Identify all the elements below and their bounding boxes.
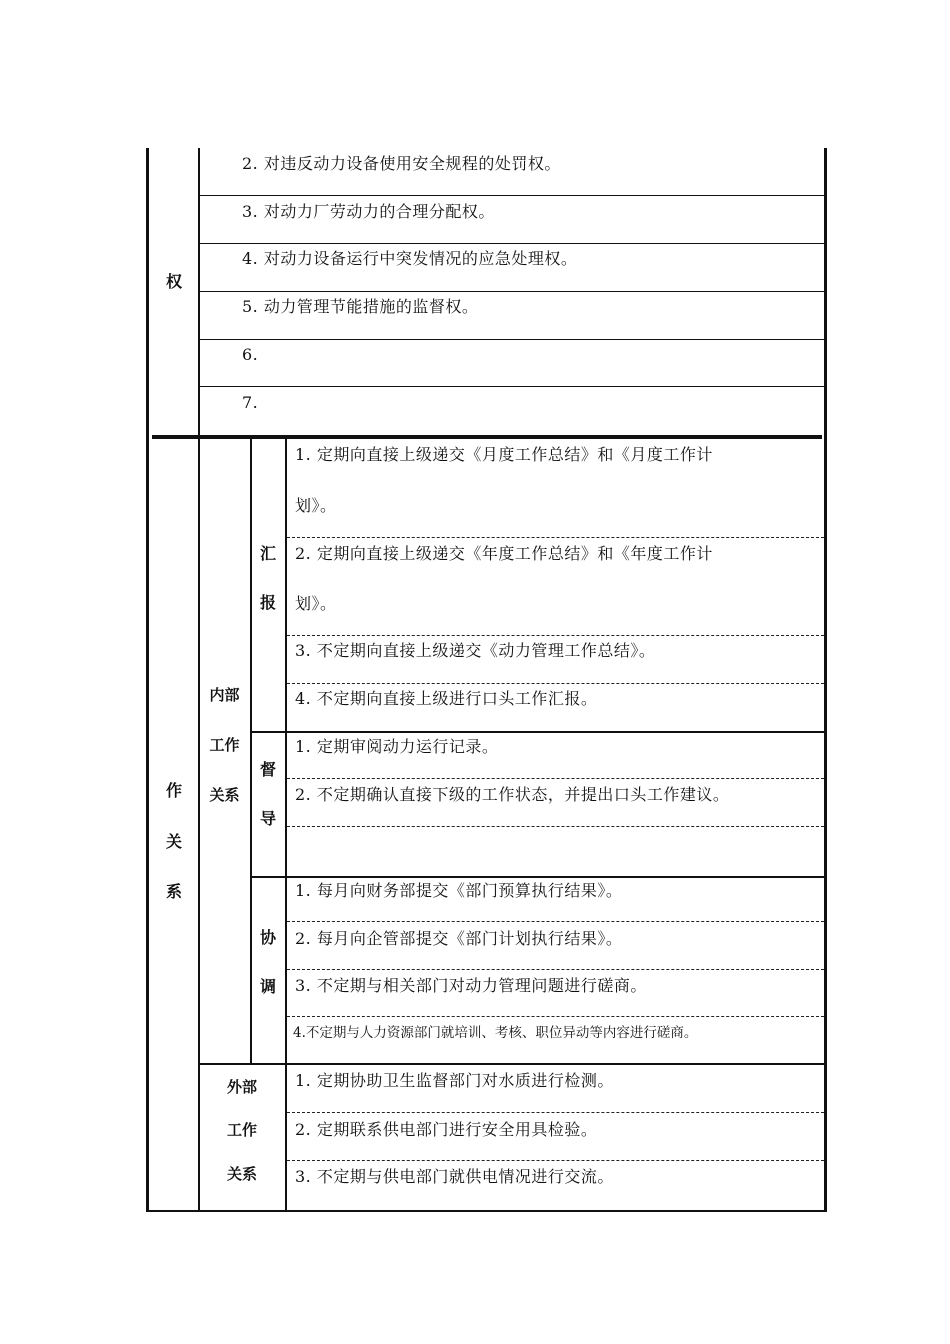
rights-item: 5. 动力管理节能措施的监督权。 — [242, 297, 479, 316]
external-item: 3. 不定期与供电部门就供电情况进行交流。 — [295, 1167, 614, 1186]
dashed-divider — [287, 683, 824, 684]
coordinate-label-char: 协 — [259, 928, 276, 947]
report-label-char: 报 — [259, 593, 276, 612]
report-item: 3. 不定期向直接上级递交《动力管理工作总结》。 — [295, 641, 656, 660]
table-border-left — [146, 148, 149, 1212]
report-label-char: 汇 — [259, 544, 276, 563]
report-item: 划》。 — [295, 496, 337, 515]
block-separator — [251, 731, 825, 733]
table-border-right — [824, 148, 827, 1212]
internal-label-line: 工作 — [209, 736, 240, 754]
dashed-divider — [287, 1112, 824, 1113]
dashed-divider — [287, 826, 824, 827]
block-separator — [251, 876, 825, 878]
rights-label: 权 — [165, 272, 182, 291]
relations-label-char: 作 — [165, 781, 182, 800]
coordinate-item: 3. 不定期与相关部门对动力管理问题进行磋商。 — [295, 976, 647, 995]
report-item: 划》。 — [295, 594, 337, 613]
coordinate-item: 2. 每月向企管部提交《部门计划执行结果》。 — [295, 929, 623, 948]
external-label-line: 关系 — [226, 1165, 257, 1183]
supervise-label-char: 督 — [259, 760, 276, 779]
rights-item: 4. 对动力设备运行中突发情况的应急处理权。 — [242, 249, 578, 268]
external-label-line: 工作 — [226, 1121, 257, 1139]
rights-item: 6. — [242, 345, 259, 364]
dashed-divider — [287, 1016, 824, 1017]
table-border-bottom — [149, 1210, 825, 1212]
relations-label-char: 关 — [165, 832, 182, 851]
internal-label-line: 关系 — [209, 786, 240, 804]
dashed-divider — [287, 635, 824, 636]
rights-row-line — [199, 195, 825, 196]
coordinate-item: 4.不定期与人力资源部门就培训、考核、职位异动等内容进行磋商。 — [293, 1025, 698, 1041]
report-item: 2. 定期向直接上级递交《年度工作总结》和《年度工作计 — [295, 544, 713, 563]
relations-label-char: 系 — [165, 882, 182, 901]
rights-item: 7. — [242, 393, 259, 412]
rights-item: 3. 对动力厂劳动力的合理分配权。 — [242, 202, 495, 221]
content-divider — [285, 439, 287, 1210]
internal-external-separator — [199, 1063, 825, 1065]
external-item: 1. 定期协助卫生监督部门对水质进行检测。 — [295, 1071, 614, 1090]
external-item: 2. 定期联系供电部门进行安全用具检验。 — [295, 1120, 598, 1139]
table-divider-label — [198, 148, 200, 1212]
rights-item: 2. 对违反动力设备使用安全规程的处罚权。 — [242, 154, 561, 173]
dashed-divider — [287, 1160, 824, 1161]
report-item: 1. 定期向直接上级递交《月度工作总结》和《月度工作计 — [295, 445, 713, 464]
section-separator — [152, 435, 822, 439]
internal-sub-divider — [250, 439, 252, 1064]
dashed-divider — [287, 537, 824, 538]
supervise-label-char: 导 — [259, 809, 276, 828]
rights-row-line — [199, 243, 825, 244]
supervise-item: 2. 不定期确认直接下级的工作状态，并提出口头工作建议。 — [295, 785, 730, 804]
dashed-divider — [287, 921, 824, 922]
external-label-line: 外部 — [226, 1078, 257, 1096]
coordinate-item: 1. 每月向财务部提交《部门预算执行结果》。 — [295, 881, 623, 900]
internal-label-line: 内部 — [209, 686, 240, 704]
rights-row-line — [199, 339, 825, 340]
report-item: 4. 不定期向直接上级进行口头工作汇报。 — [295, 689, 598, 708]
supervise-item: 1. 定期审阅动力运行记录。 — [295, 737, 499, 756]
rights-row-line — [199, 291, 825, 292]
coordinate-label-char: 调 — [259, 977, 276, 996]
rights-row-line — [199, 386, 825, 387]
dashed-divider — [287, 778, 824, 779]
dashed-divider — [287, 969, 824, 970]
